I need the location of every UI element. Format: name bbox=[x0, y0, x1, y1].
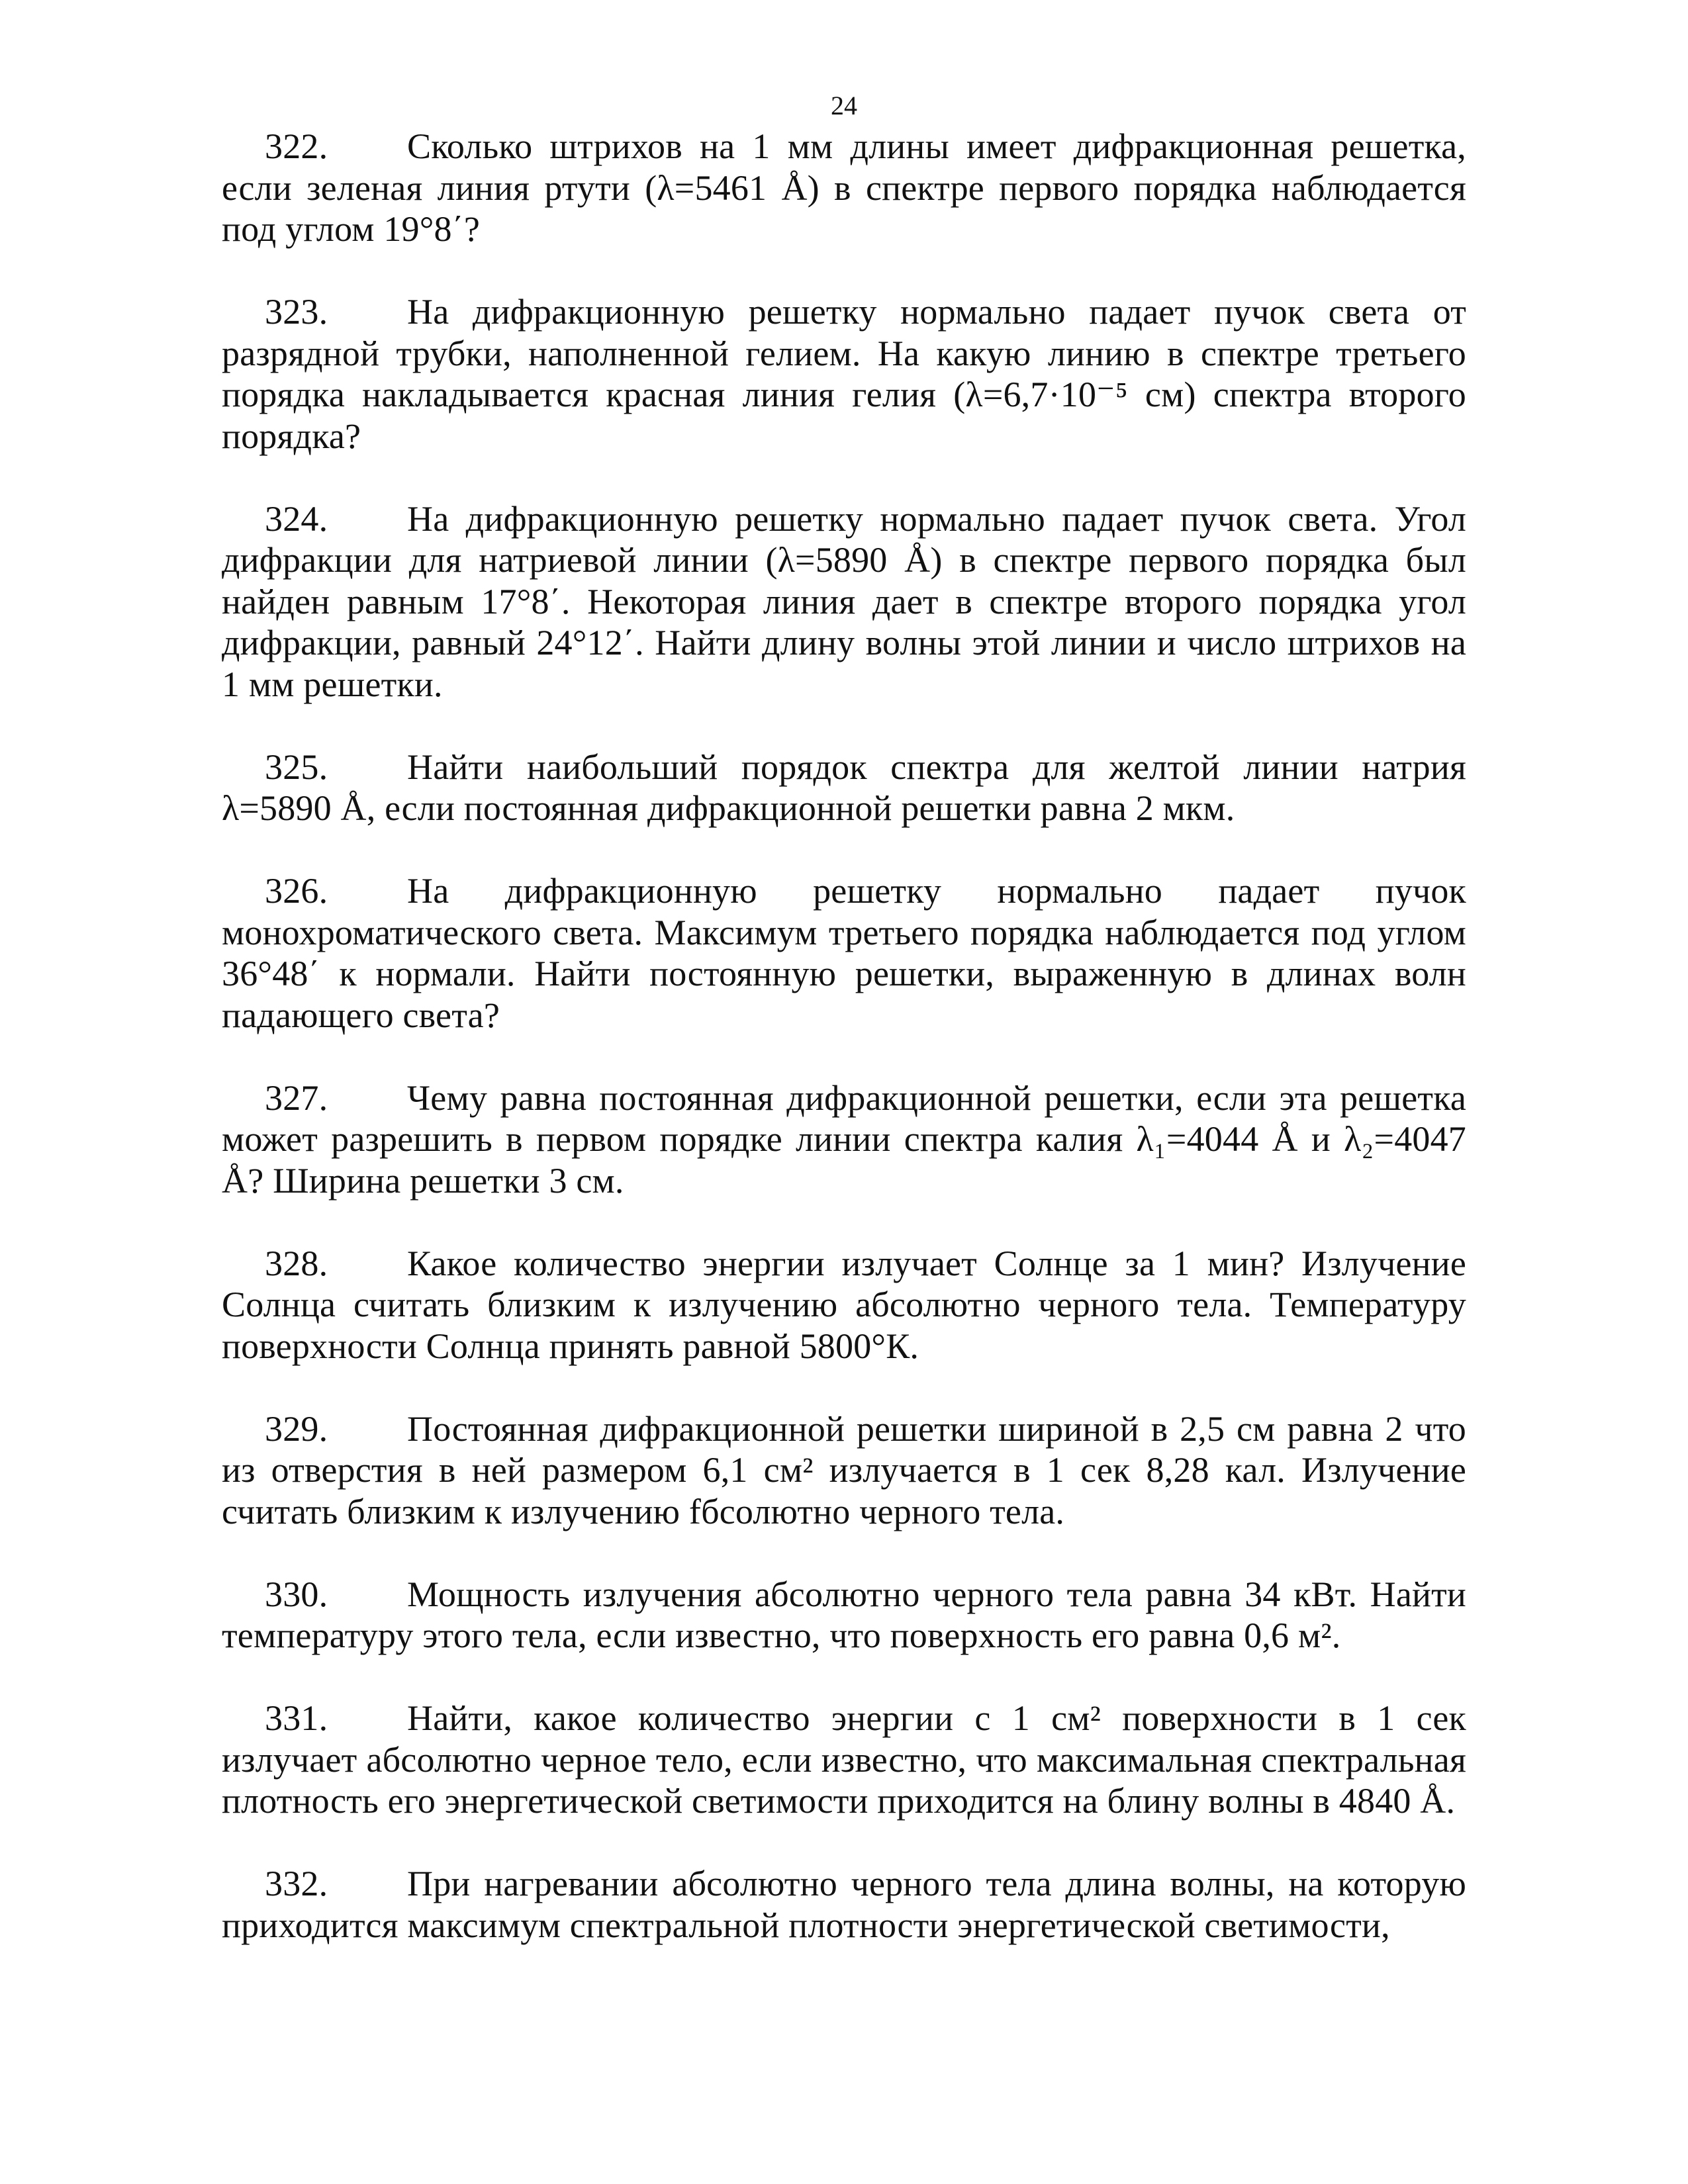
problem-number: 327. bbox=[265, 1077, 328, 1118]
problem-329 bbox=[222, 1408, 1466, 1533]
problem-text: Чему равна постоянная дифракционной решетки, если эта решетка может разрешить в первом порядке линии спектра калия λ₁=4044 Å и λ₂=4047 Å? Ширина решетки 3 см. bbox=[222, 1077, 1466, 1201]
problem-number: 323. bbox=[265, 292, 328, 332]
problem-text: Постоянная дифракционной решетки шириной в 2,5 см равна 2 что из отверстия в ней размером 6,1 см² излучается в 1 сек 8,28 кал. Излучение считать близким к излучению fбсолютно черного тела. bbox=[222, 1408, 1466, 1531]
problem-number: 322. bbox=[265, 126, 328, 166]
problem-number: 329. bbox=[265, 1408, 328, 1449]
problem-number: 331. bbox=[265, 1698, 328, 1738]
problem-text: На дифракционную решетку нормально падает пучок монохроматического света. Максимум третьего порядка наблюдается под углом 36°48΄ к нормали. Найти постоянную решетки, выраженную в длинах волн падающего света? bbox=[222, 871, 1466, 1035]
problem-text: На дифракционную решетку нормально падает пучок света от разрядной трубки, наполненной гелием. На какую линию в спектре третьего порядка накладывается красная линия гелия (λ=6,7·10⁻⁵ см) спектра второго порядка? bbox=[222, 292, 1466, 456]
problem-number: 330. bbox=[265, 1574, 328, 1614]
problem-327 bbox=[222, 1077, 1466, 1202]
problem-text: На дифракционную решетку нормально падает пучок света. Угол дифракции для натриевой линии (λ=5890 Å) в спектре первого порядка был найден равным 17°8΄. Некоторая линия дает в спектре второго порядка угол дифракции, равный 24°12΄. Найти длину волны этой линии и число штрихов на 1 мм решетки. bbox=[222, 498, 1466, 704]
problem-325 bbox=[222, 747, 1466, 829]
problem-text: Мощность излучения абсолютно черного тела равна 34 кВт. Найти температуру этого тела, если известно, что поверхность его равна 0,6 м². bbox=[222, 1574, 1466, 1655]
problem-list bbox=[222, 126, 1466, 1946]
problem-331 bbox=[222, 1698, 1466, 1822]
problem-323 bbox=[222, 291, 1466, 457]
problem-330 bbox=[222, 1574, 1466, 1657]
problem-number: 324. bbox=[265, 498, 328, 539]
problem-number: 328. bbox=[265, 1243, 328, 1283]
problem-text: Сколько штрихов на 1 мм длины имеет дифракционная решетка, если зеленая линия ртути (λ=5461 Å) в спектре первого порядка наблюдается под углом 19°8΄? bbox=[222, 126, 1466, 249]
page-number: 24 bbox=[831, 91, 857, 120]
problem-text: Найти, какое количество энергии с 1 см² поверхности в 1 сек излучает абсолютно черное тело, если известно, что максимальная спектральная плотность его энергетической светимости приходится на блину волны в 4840 Å. bbox=[222, 1698, 1466, 1821]
problem-number: 332. bbox=[265, 1864, 328, 1903]
problem-324 bbox=[222, 498, 1466, 705]
problem-322 bbox=[222, 126, 1466, 250]
problem-328 bbox=[222, 1243, 1466, 1367]
problem-number: 325. bbox=[265, 747, 328, 787]
problem-326 bbox=[222, 870, 1466, 1036]
problem-text: Какое количество энергии излучает Солнце за 1 мин? Излучение Солнца считать близким к излучению абсолютно черного тела. Температуру поверхности Солнца принять равной 5800°К. bbox=[222, 1243, 1466, 1366]
problem-number: 326. bbox=[265, 871, 328, 911]
problem-332 bbox=[222, 1863, 1466, 1946]
problem-text: При нагревании абсолютно черного тела длина волны, на которую приходится максимум спектральной плотности энергетической светимости, bbox=[222, 1864, 1466, 1945]
problem-text: Найти наибольший порядок спектра для желтой линии натрия λ=5890 Å, если постоянная дифракционной решетки равна 2 мкм. bbox=[222, 747, 1466, 828]
